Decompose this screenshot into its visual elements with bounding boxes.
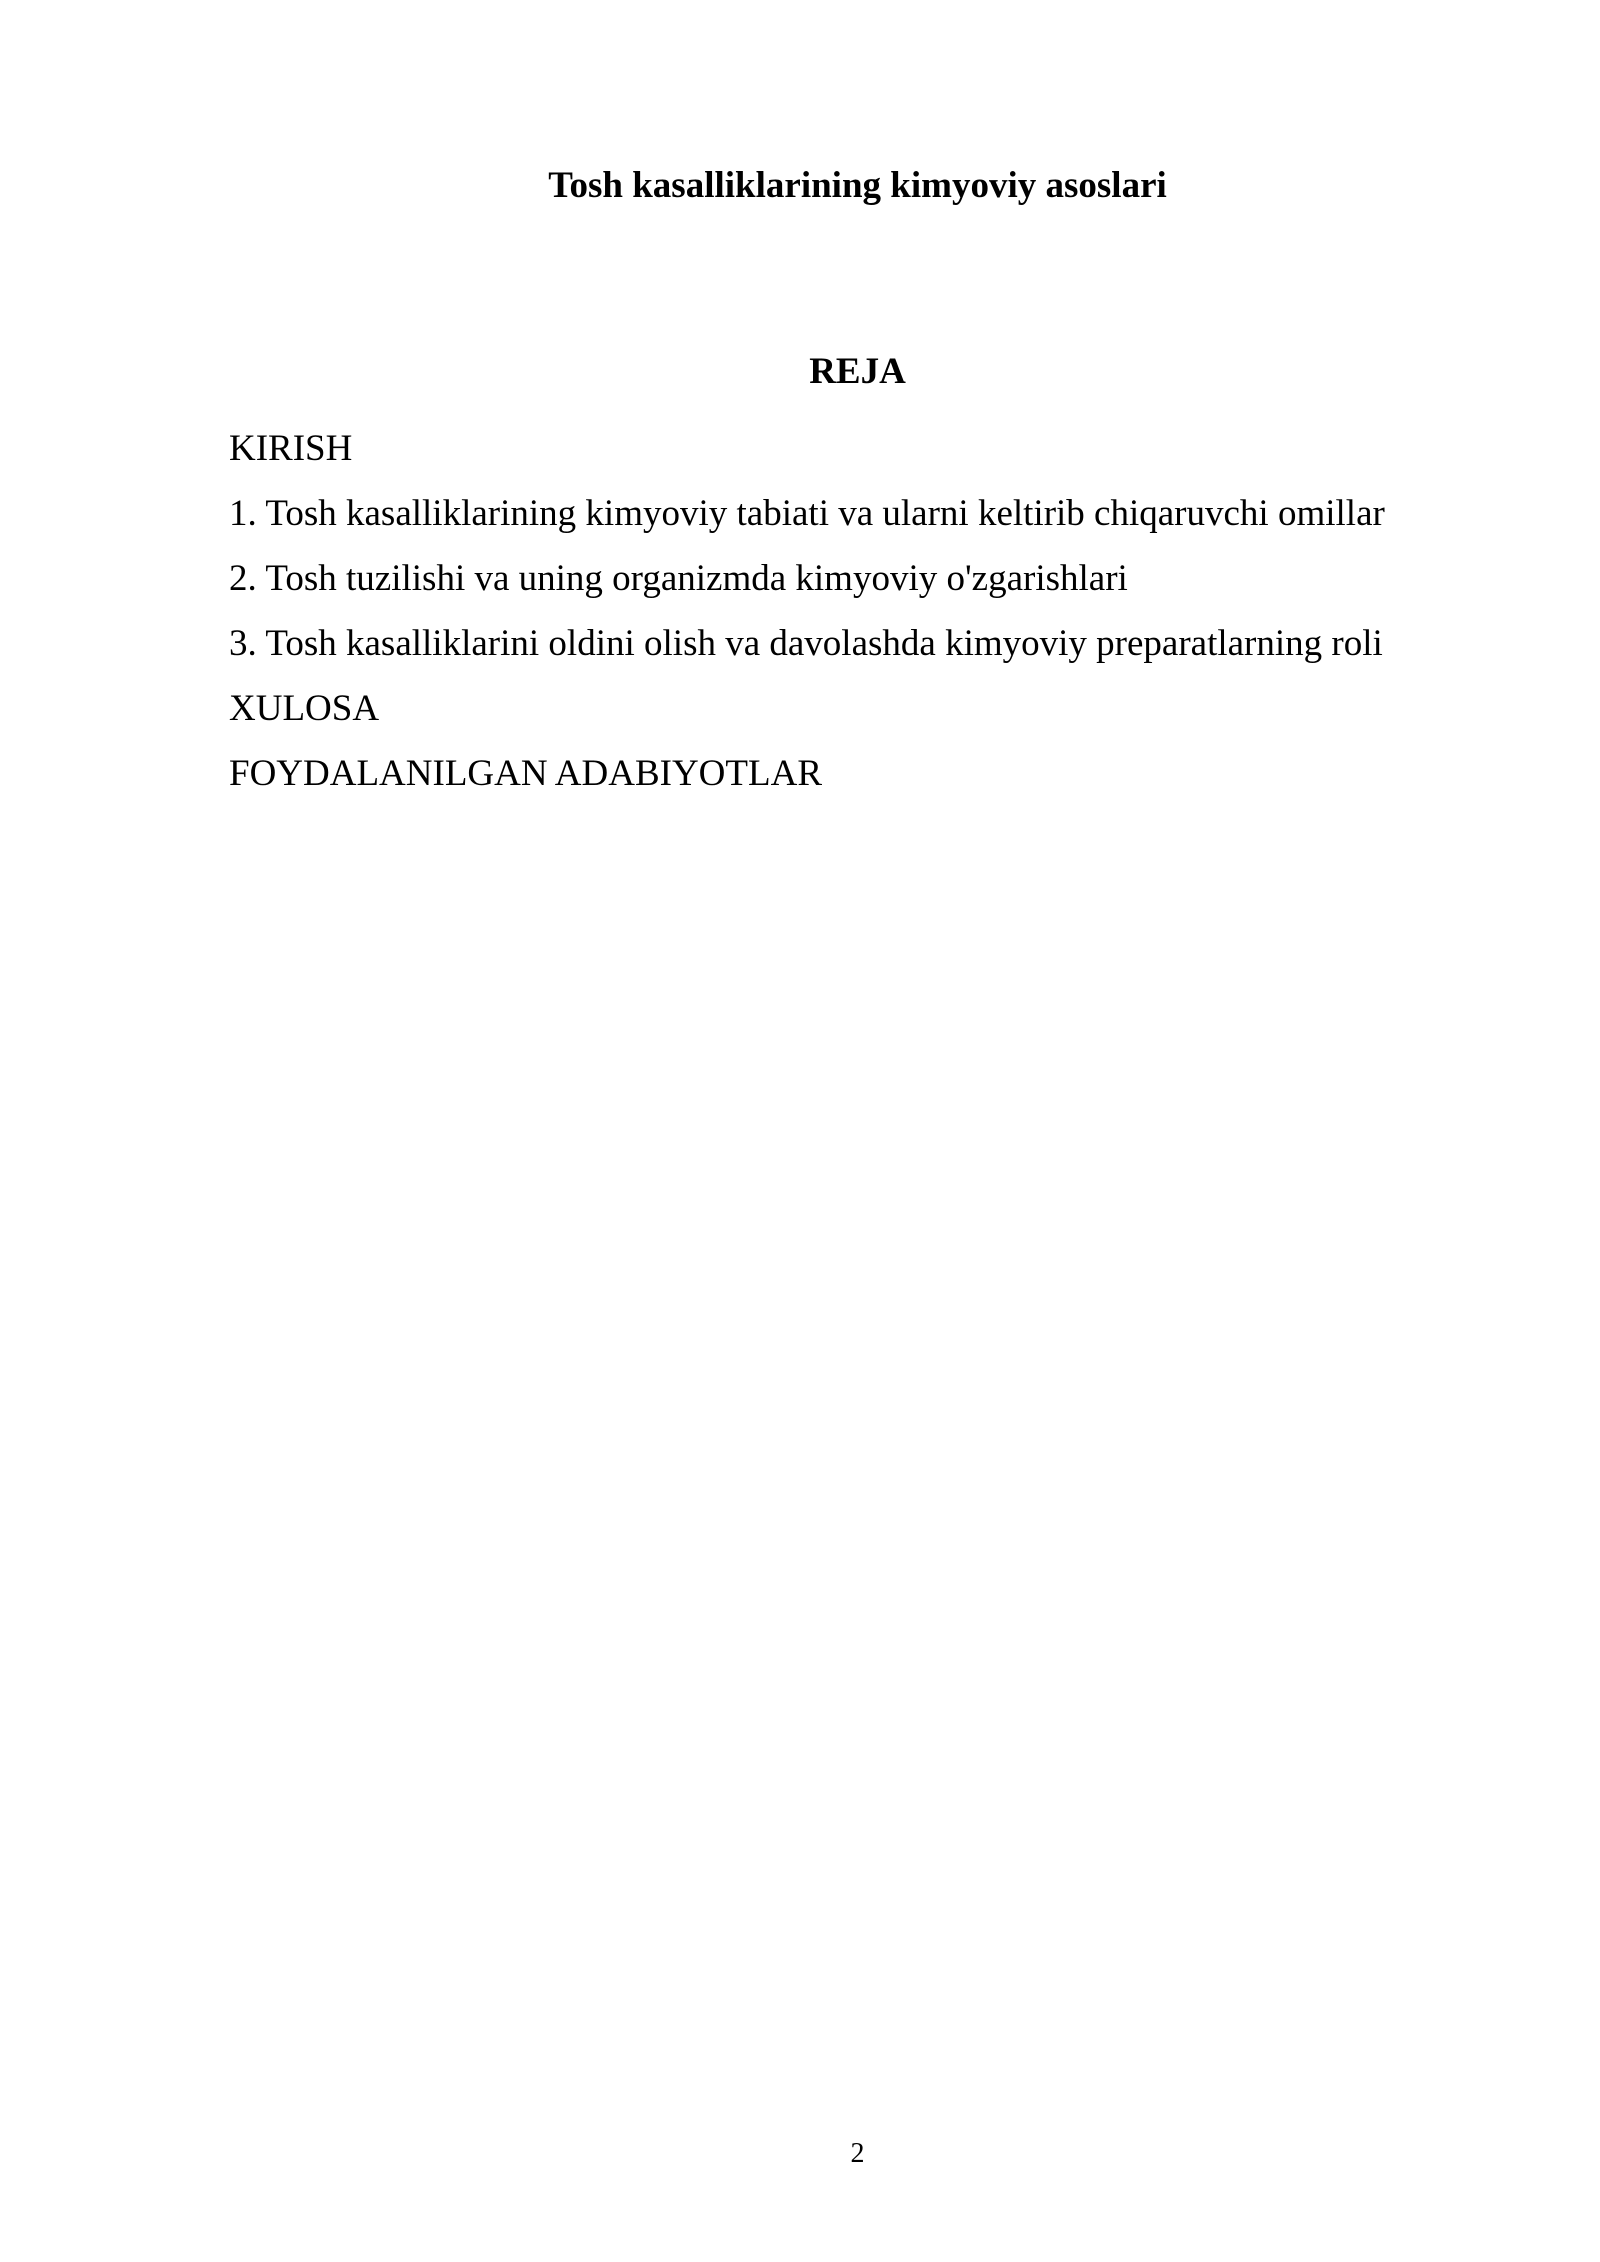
page-number: 2	[850, 2138, 865, 2169]
plan-item-3: 3. Tosh kasalliklarini oldini olish va davolashda kimyoviy preparatlarning roli	[229, 623, 1383, 664]
document-title: Tosh kasalliklarining kimyoviy asoslari	[548, 165, 1167, 206]
plan-item-1: 1. Tosh kasalliklarining kimyoviy tabiati va ularni keltirib chiqaruvchi omillar	[229, 493, 1385, 534]
plan-heading: REJA	[809, 351, 906, 392]
plan-item-references: FOYDALANILGAN ADABIYOTLAR	[229, 753, 822, 794]
plan-list	[229, 416, 1529, 806]
plan-item-introduction: KIRISH	[229, 428, 353, 469]
plan-item-conclusion: XULOSA	[229, 688, 380, 729]
plan-item-2: 2. Tosh tuzilishi va uning organizmda kimyoviy o'zgarishlari	[229, 558, 1128, 599]
